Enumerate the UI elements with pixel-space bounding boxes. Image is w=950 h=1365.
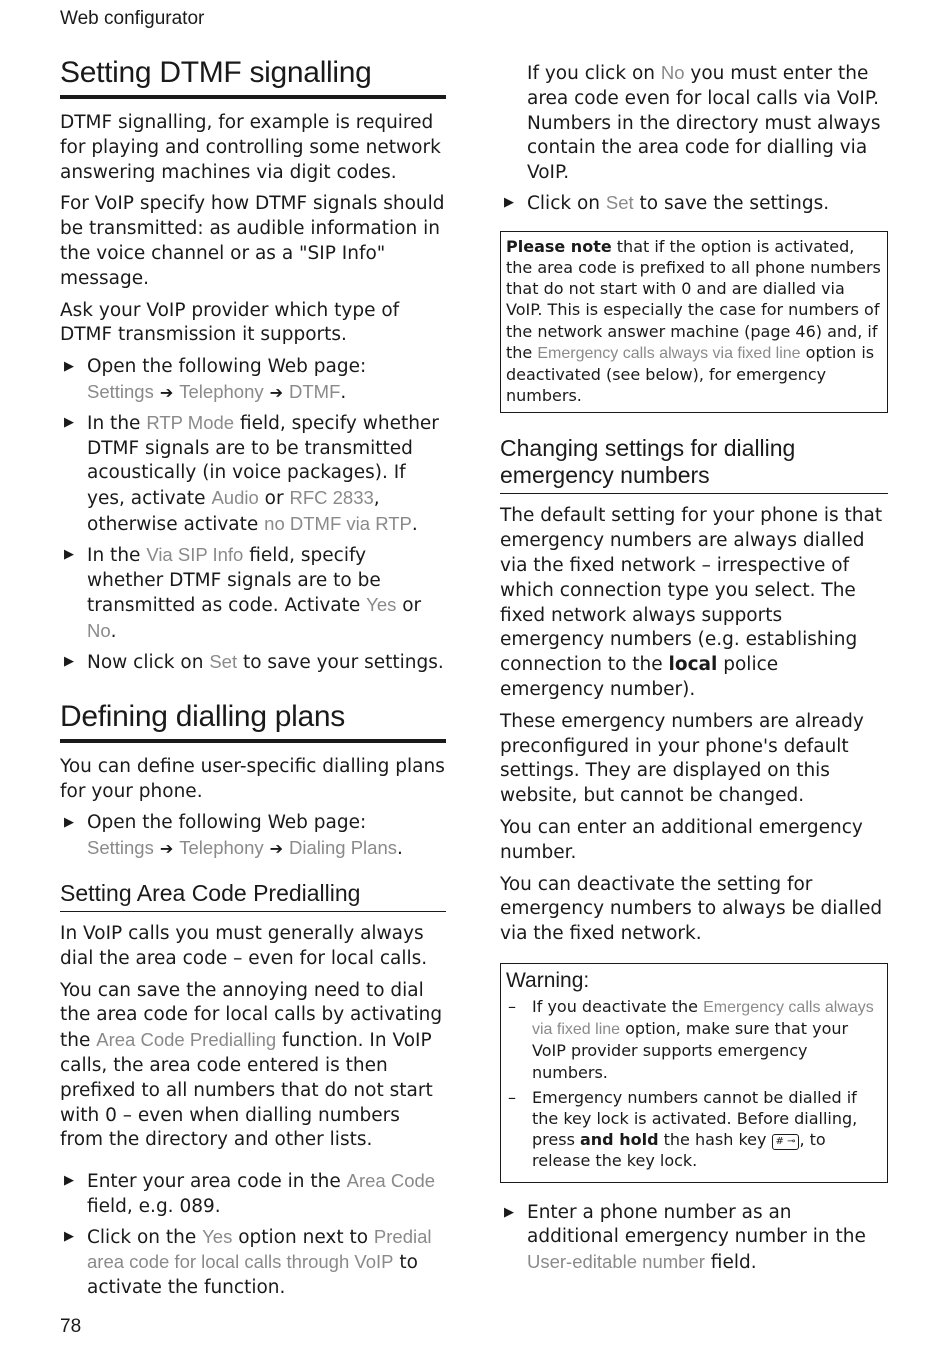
ui-term: no DTMF via RTP <box>264 512 412 534</box>
step-item: ▶ Click on the Yes option next to Predial area code for local calls through VoIP to activate the function. <box>64 1225 432 1299</box>
step-arrow-icon: ▶ <box>64 1173 74 1189</box>
step-arrow-icon: ▶ <box>64 546 74 562</box>
step-list <box>500 61 888 217</box>
nav-dialing-plans: Dialing Plans <box>289 837 397 859</box>
ui-term: Emergency calls always via fixed line <box>537 344 801 362</box>
ui-term: Emergency calls always via fixed line <box>532 998 874 1039</box>
step-item: ▶ Enter a phone number as an additional emergency number in the User-editable number field. <box>504 1201 866 1274</box>
note-box: Please note that if the option is activated, the area code is prefixed to all phone numbers that do not start with 0 and are dialled via VoIP. This is especially the case for numbers of the network answer machine (page 46) and, if the Emergency calls always via fixed line option is deactivated (see below), for emergency numbers. <box>500 231 888 414</box>
ui-term: Predial area code for local calls through VoIP <box>87 1225 432 1273</box>
ui-term: RTP Mode <box>146 411 235 433</box>
section-title-dtmf: Setting DTMF signalling <box>60 56 446 99</box>
step-item: ▶ Open the following Web page: Settings ➔ Telephony ➔ Dialing Plans. <box>64 812 403 860</box>
warning-item: – Emergency numbers cannot be dialled if the key lock is activated. Before dialling, press and hold the hash key # ⊸ , to release the key lock. <box>508 1087 858 1171</box>
section-title-dialling-plans: Defining dialling plans <box>60 700 446 743</box>
step-item: ▶ Click on Set to save the settings. <box>504 191 830 214</box>
nav-arrow-icon: ➔ <box>159 839 174 859</box>
step-arrow-icon: ▶ <box>504 1204 514 1220</box>
right-column <box>500 61 888 1281</box>
ui-term: Yes <box>366 594 397 616</box>
step-item: ▶ In the RTP Mode field, specify whether DTMF signals are to be transmitted acoustically (in voice packages). If yes, activate Audio or RFC 2833, otherwise activate no DTMF via RTP. <box>64 411 439 535</box>
step-continuation: If you click on No you must enter the area code even for local calls via VoIP. Numbers in the directory must always contain the area code for dialling via VoIP. <box>527 62 881 184</box>
paragraph: You can save the annoying need to dial the area code for local calls by activating the Area Code Predialling function. In VoIP calls, the area code entered is then prefixed to all numbers that do not start with 0 – even when dialling numbers from the directory and other lists. <box>60 979 443 1151</box>
step-list <box>60 811 446 862</box>
warning-box <box>500 963 888 1183</box>
ui-term: Via SIP Info <box>146 543 244 565</box>
running-header: Web configurator <box>60 8 205 29</box>
nav-telephony: Telephony <box>179 837 264 859</box>
paragraph: In VoIP calls you must generally always dial the area code – even for local calls. <box>60 922 428 969</box>
step-arrow-icon: ▶ <box>64 1228 74 1244</box>
nav-arrow-icon: ➔ <box>269 382 284 402</box>
paragraph: These emergency numbers are already preconfigured in your phone's default settings. They are displayed on this website, but cannot be changed. <box>500 710 864 807</box>
step-arrow-icon: ▶ <box>64 815 74 831</box>
step-arrow-icon: ▶ <box>64 414 74 430</box>
ui-term: No <box>87 620 111 642</box>
nav-arrow-icon: ➔ <box>269 839 284 859</box>
nav-telephony: Telephony <box>179 380 264 402</box>
step-item: ▶ In the Via SIP Info field, specify whether DTMF signals are to be transmitted as code. Activate Yes or No. <box>64 543 422 643</box>
step-list <box>60 1169 446 1301</box>
ui-term: Area Code <box>346 1170 436 1192</box>
warning-item: – If you deactivate the Emergency calls always via fixed line option, make sure that your VoIP provider supports emergency numbers. <box>508 996 874 1082</box>
step-item: ▶ Open the following Web page: Settings ➔ Telephony ➔ DTMF. <box>64 356 367 403</box>
ui-term: RFC 2833 <box>289 487 374 509</box>
step-item: ▶ Now click on Set to save your settings. <box>64 650 444 673</box>
step-list <box>500 1201 888 1276</box>
paragraph: You can enter an additional emergency number. <box>500 816 863 863</box>
paragraph: DTMF signalling, for example is required for playing and controlling some network answering machines via digit codes. <box>60 112 441 183</box>
warning-list <box>506 996 882 1172</box>
nav-arrow-icon: ➔ <box>159 382 174 402</box>
hash-key-icon: # ⊸ <box>772 1134 800 1150</box>
ui-term: Set <box>605 191 634 213</box>
page-number: 78 <box>60 1316 82 1337</box>
ui-term: Set <box>209 650 238 672</box>
step-arrow-icon: ▶ <box>504 194 514 210</box>
warning-title: Warning: <box>506 968 590 992</box>
step-arrow-icon: ▶ <box>64 653 74 669</box>
nav-settings: Settings <box>87 380 154 402</box>
step-item: ▶ Enter your area code in the Area Code field, e.g. 089. <box>64 1170 436 1217</box>
paragraph: Ask your VoIP provider which type of DTMF transmission it supports. <box>60 299 400 346</box>
nav-settings: Settings <box>87 837 154 859</box>
ui-term: Yes <box>202 1225 233 1247</box>
paragraph: The default setting for your phone is that emergency numbers are always dialled via the fixed network – irrespective of which connection type you select. The fixed network always supports emergency numbers (e.g. establishing connection to the local police emergency number). <box>500 505 883 700</box>
ui-term: Area Code Predialling <box>96 1029 277 1051</box>
nav-dtmf: DTMF <box>289 380 341 402</box>
left-column <box>60 56 446 1306</box>
ui-term: User-editable number <box>527 1251 705 1273</box>
step-arrow-icon: ▶ <box>64 359 74 375</box>
paragraph: You can deactivate the setting for emergency numbers to always be dialled via the fixed network. <box>500 873 883 945</box>
step-list <box>60 355 446 676</box>
subsection-title-area-code: Setting Area Code Predialling <box>60 880 446 912</box>
subsection-title-emergency: Changing settings for dialling emergency numbers <box>500 435 888 494</box>
ui-term: No <box>660 62 685 83</box>
paragraph: You can define user-specific dialling plans for your phone. <box>60 755 445 802</box>
ui-term: Audio <box>211 487 259 509</box>
paragraph: For VoIP specify how DTMF signals should be transmitted: as audible information in the voice channel or as a "SIP Info" message. <box>60 193 445 289</box>
